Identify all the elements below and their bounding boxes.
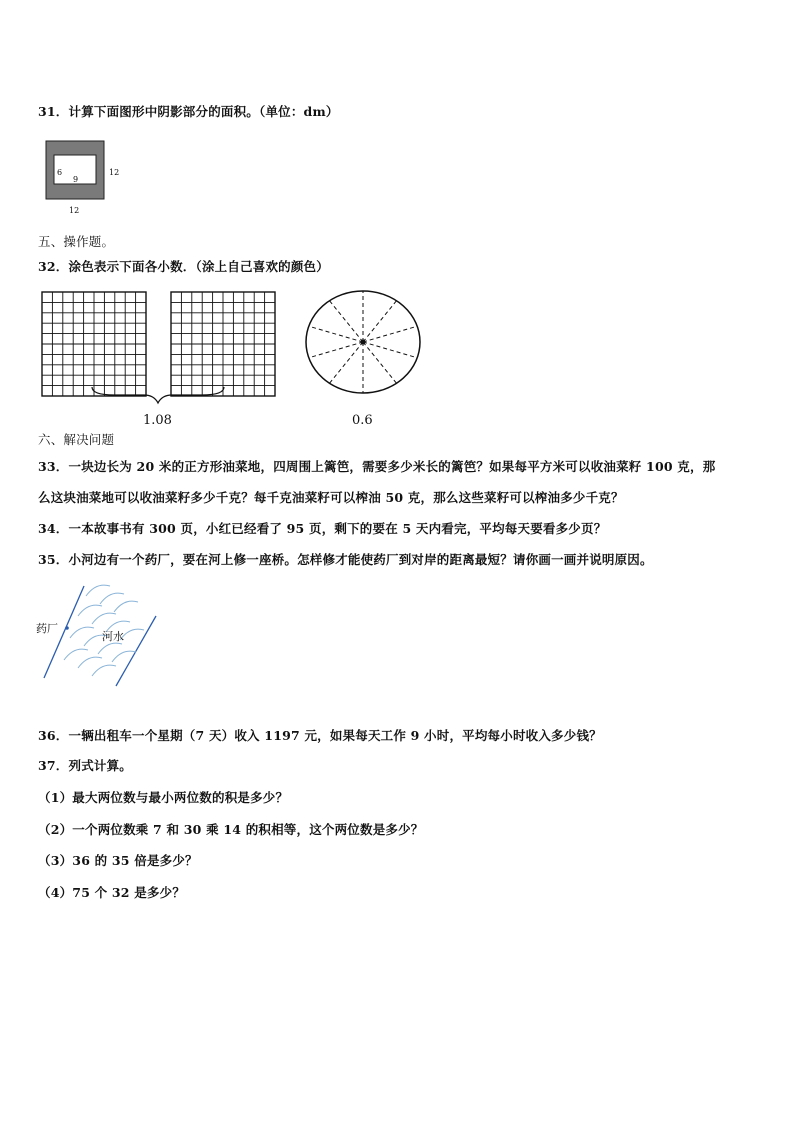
factory-point <box>65 626 69 630</box>
q36-text: 36．一辆出租车一个星期（7 天）收入 1197 元，如果每天工作 9 小时，平均每小时收入多少钱？ <box>38 728 602 743</box>
q33-line1: 33．一块边长为 20 米的正方形油菜地，四周围上篱笆，需要多少米长的篱笆？如果每平方米可以收油菜籽 100 克，那 <box>38 459 716 474</box>
inner-width-label: 9 <box>73 175 79 184</box>
river-factory-figure <box>34 582 174 692</box>
hundred-grid-left <box>42 292 146 396</box>
circle-spoke <box>329 342 363 383</box>
section-6-title: 六、解决问题 <box>38 432 115 447</box>
outer-width-label: 12 <box>69 206 80 215</box>
wave-arc <box>70 627 94 638</box>
circle-spoke <box>363 342 397 383</box>
wave-arc <box>100 593 124 604</box>
wave-arc <box>86 585 110 596</box>
circle-spoke <box>309 326 363 342</box>
circle-center <box>361 340 366 345</box>
q37-item-2: （2）一个两位数乘 7 和 30 乘 14 的积相等，这个两位数是多少？ <box>38 822 424 837</box>
inner-height-label: 6 <box>57 168 63 177</box>
q34-text: 34．一本故事书有 300 页，小红已经看了 95 页，剩下的要在 5 天内看完，平均每天要看多少页？ <box>38 521 607 536</box>
wave-arc <box>64 649 88 660</box>
q31-text: 31．计算下面图形中阴影部分的面积。（单位：dm） <box>38 104 339 119</box>
circle-spoke <box>329 301 363 342</box>
q35-text: 35．小河边有一个药厂，要在河上修一座桥。怎样修才能使药厂到对岸的距离最短？请你画一画并说明原因。 <box>38 552 653 567</box>
shaded-frame-figure <box>38 138 128 218</box>
river-label: 河水 <box>102 630 124 643</box>
wave-arc <box>98 643 122 654</box>
wave-arc <box>78 605 102 616</box>
circle-spokes <box>309 291 417 393</box>
circle-decimal-label: 0.6 <box>352 413 373 428</box>
section-5-title: 五、操作题。 <box>38 234 115 249</box>
circle-spoke <box>363 326 417 342</box>
circle-spoke <box>309 342 363 358</box>
outer-height-label: 12 <box>109 168 120 177</box>
circle-spoke <box>363 301 397 342</box>
q37-item-3: （3）36 的 35 倍是多少？ <box>38 853 198 868</box>
q32-text: 32．涂色表示下面各小数．（涂上自己喜欢的颜色） <box>38 259 329 274</box>
grid-decimal-label: 1.08 <box>143 413 172 428</box>
factory-label: 药厂 <box>36 622 58 635</box>
wave-arc <box>114 601 138 612</box>
wave-arc <box>92 665 116 676</box>
wave-arc <box>92 613 116 624</box>
q37-item-4: （4）75 个 32 是多少？ <box>38 885 186 900</box>
grouping-brace <box>92 387 224 403</box>
river-bank-right <box>116 616 156 686</box>
circle-spoke <box>363 342 417 358</box>
q37-title: 37．列式计算。 <box>38 758 132 773</box>
wave-arc <box>78 657 102 668</box>
hundred-grid-right <box>171 292 275 396</box>
q33-line2: 么这块油菜地可以收油菜籽多少千克？每千克油菜籽可以榨油 50 克，那么这些菜籽可以榨油多少千克？ <box>38 490 624 505</box>
decimal-figures <box>30 285 450 430</box>
q37-item-1: （1）最大两位数与最小两位数的积是多少？ <box>38 790 289 805</box>
